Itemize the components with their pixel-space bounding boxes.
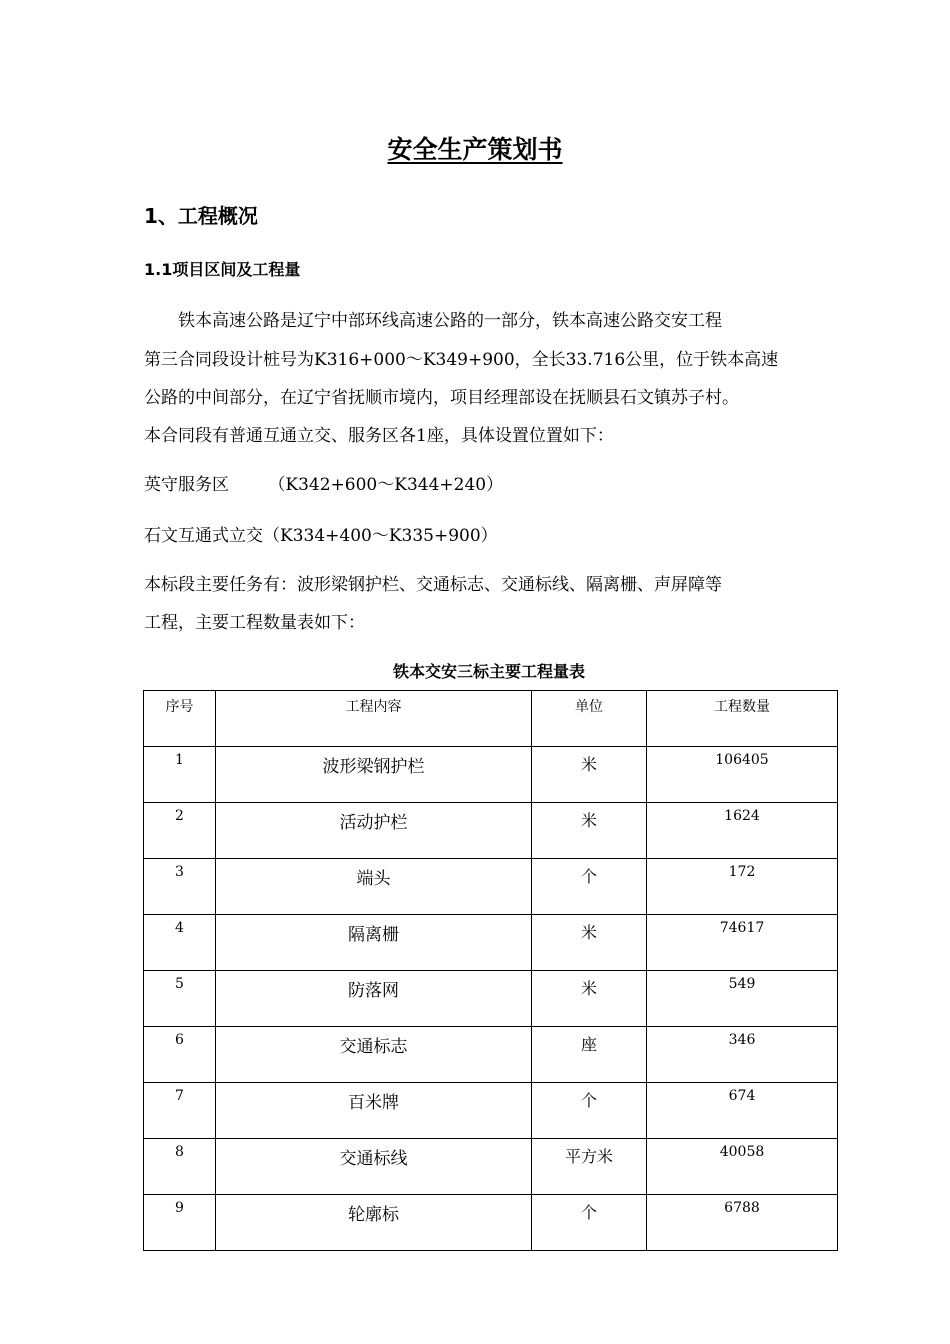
section-heading: 1、工程概况 xyxy=(144,204,258,228)
row-index: 3 xyxy=(144,859,216,915)
row-index: 2 xyxy=(144,803,216,859)
row-unit: 个 xyxy=(532,1195,647,1251)
row-index: 5 xyxy=(144,971,216,1027)
table-row xyxy=(144,1027,838,1083)
intro-line-3: 公路的中间部分，在辽宁省抚顺市境内，项目经理部设在抚顺县石文镇苏子村。 xyxy=(144,388,739,408)
row-quantity: 172 xyxy=(647,859,838,915)
row-content: 端头 xyxy=(216,859,532,915)
row-content: 交通标志 xyxy=(216,1027,532,1083)
table-row xyxy=(144,1195,838,1251)
row-quantity: 674 xyxy=(647,1083,838,1139)
header-content: 工程内容 xyxy=(216,691,532,747)
row-index: 4 xyxy=(144,915,216,971)
row-content: 百米牌 xyxy=(216,1083,532,1139)
table-caption: 铁本交安三标主要工程量表 xyxy=(392,662,585,681)
intro-line-2: 第三合同段设计桩号为K316+000～K349+900，全长33.716公里，位于铁本高速 xyxy=(144,350,779,370)
row-content: 波形梁钢护栏 xyxy=(216,747,532,803)
location-interchange: 石文互通式立交（K334+400～K335+900） xyxy=(144,526,498,546)
table-row xyxy=(144,971,838,1027)
quantity-table xyxy=(143,690,838,1251)
row-unit: 个 xyxy=(532,1083,647,1139)
row-unit: 个 xyxy=(532,859,647,915)
row-quantity: 74617 xyxy=(647,915,838,971)
table-row xyxy=(144,1139,838,1195)
header-quantity: 工程数量 xyxy=(647,691,838,747)
row-content: 活动护栏 xyxy=(216,803,532,859)
row-unit: 米 xyxy=(532,747,647,803)
row-unit: 平方米 xyxy=(532,1139,647,1195)
table-row xyxy=(144,1083,838,1139)
intro-line-1: 铁本高速公路是辽宁中部环线高速公路的一部分，铁本高速公路交安工程 xyxy=(144,311,722,331)
header-index: 序号 xyxy=(144,691,216,747)
row-unit: 座 xyxy=(532,1027,647,1083)
row-content: 交通标线 xyxy=(216,1139,532,1195)
row-content: 防落网 xyxy=(216,971,532,1027)
row-quantity: 40058 xyxy=(647,1139,838,1195)
document-title: 安全生产策划书 xyxy=(387,135,563,164)
subsection-heading: 1.1项目区间及工程量 xyxy=(144,260,301,279)
row-index: 9 xyxy=(144,1195,216,1251)
header-unit: 单位 xyxy=(532,691,647,747)
row-content: 隔离栅 xyxy=(216,915,532,971)
table-header-row xyxy=(144,691,838,747)
row-quantity: 6788 xyxy=(647,1195,838,1251)
row-unit: 米 xyxy=(532,803,647,859)
table-row xyxy=(144,859,838,915)
task-line-1: 本标段主要任务有：波形梁钢护栏、交通标志、交通标线、隔离栅、声屏障等 xyxy=(144,575,722,595)
row-quantity: 106405 xyxy=(647,747,838,803)
row-quantity: 1624 xyxy=(647,803,838,859)
row-content: 轮廓标 xyxy=(216,1195,532,1251)
row-index: 6 xyxy=(144,1027,216,1083)
row-index: 1 xyxy=(144,747,216,803)
location-service-area: 英守服务区 （K342+600～K344+240） xyxy=(144,475,504,495)
row-quantity: 346 xyxy=(647,1027,838,1083)
intro-line-4: 本合同段有普通互通立交、服务区各1座，具体设置位置如下： xyxy=(144,426,614,446)
row-index: 7 xyxy=(144,1083,216,1139)
task-line-2: 工程，主要工程数量表如下： xyxy=(144,613,365,633)
row-index: 8 xyxy=(144,1139,216,1195)
row-quantity: 549 xyxy=(647,971,838,1027)
table-row xyxy=(144,915,838,971)
table-row xyxy=(144,803,838,859)
table-row xyxy=(144,747,838,803)
row-unit: 米 xyxy=(532,915,647,971)
row-unit: 米 xyxy=(532,971,647,1027)
